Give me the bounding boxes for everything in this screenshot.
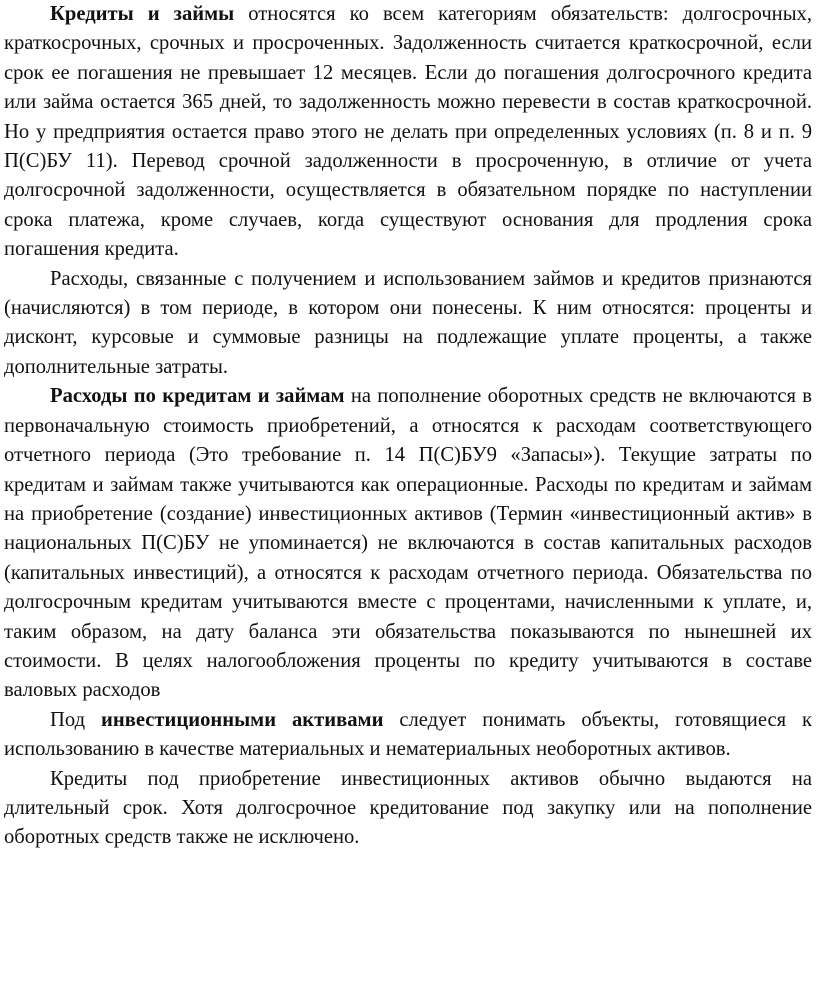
paragraph-3 [4,382,812,705]
paragraph-5 [4,765,812,853]
paragraph-1-text: относятся ко всем категориям обязательств: долгосрочных, краткосрочных, срочных и просроченных. Задолженность считается краткосрочной, если срок ее погашения не превышает 12 месяцев. Если до погашения долгосрочного кредита или займа остается 365 дней, то задолженность можно перевести в состав краткосрочной. Но у предприятия остается право этого не делать при определенных условиях (п. 8 и п. 9 П(С)БУ 11). Перевод срочной задолженности в просроченную, в отличие от учета долгосрочной задолженности, осуществляется в обязательном порядке по наступлении срока платежа, кроме случаев, когда существуют основания для продления срока погашения кредита. [4,3,812,261]
paragraph-4-text: следует понимать объекты, готовящиеся к использованию в качестве материальных и нематериальных необоротных активов. [4,708,813,761]
paragraph-2 [4,265,812,383]
bold-term-investment-assets: инвестиционными активами [100,708,384,731]
paragraph-3-text: на пополнение оборотных средств не включаются в первоначальную стоимость приобретений, а относятся к расходам соответствующего отчетного периода (Это требование п. 14 П(С)БУ9 «Запасы»). Текущие затраты по кредитам и займам также учитываются как операционные. Расходы по кредитам и займам на приобретение (создание) инвестиционных активов (Термин «инвестиционный актив» в национальных П(С)БУ не упоминается) не включаются в состав капитальных расходов (капитальных инвестиций), а относятся к расходам отчетного периода. Обязательства по долгосрочным кредитам учитываются вместе с процентами, начисленными к уплате, и, таким образом, на дату баланса эти обязательства показываются по нынешней их стоимости. В целях налогообложения проценты по кредиту учитываются в составе валовых расходов [4,385,812,702]
paragraph-2-text: Расходы, связанные с получением и использованием займов и кредитов признаются (начисляются) в том периоде, в котором они понесены. К ним относятся: проценты и дисконт, курсовые и суммовые разницы на подлежащие уплате проценты, а также дополнительные затраты. [4,267,812,378]
bold-term-credit-expenses: Расходы по кредитам и займам [50,385,345,408]
paragraph-4 [4,706,812,765]
paragraph-5-text: Кредиты под приобретение инвестиционных активов обычно выдаются на длительный срок. Хотя долгосрочное кредитование под закупку или на пополнение оборотных средств также не исключено. [4,767,812,849]
paragraph-4-prefix: Под [50,708,101,731]
bold-term-credits-loans: Кредиты и займы [50,3,235,25]
paragraph-1 [4,0,812,265]
